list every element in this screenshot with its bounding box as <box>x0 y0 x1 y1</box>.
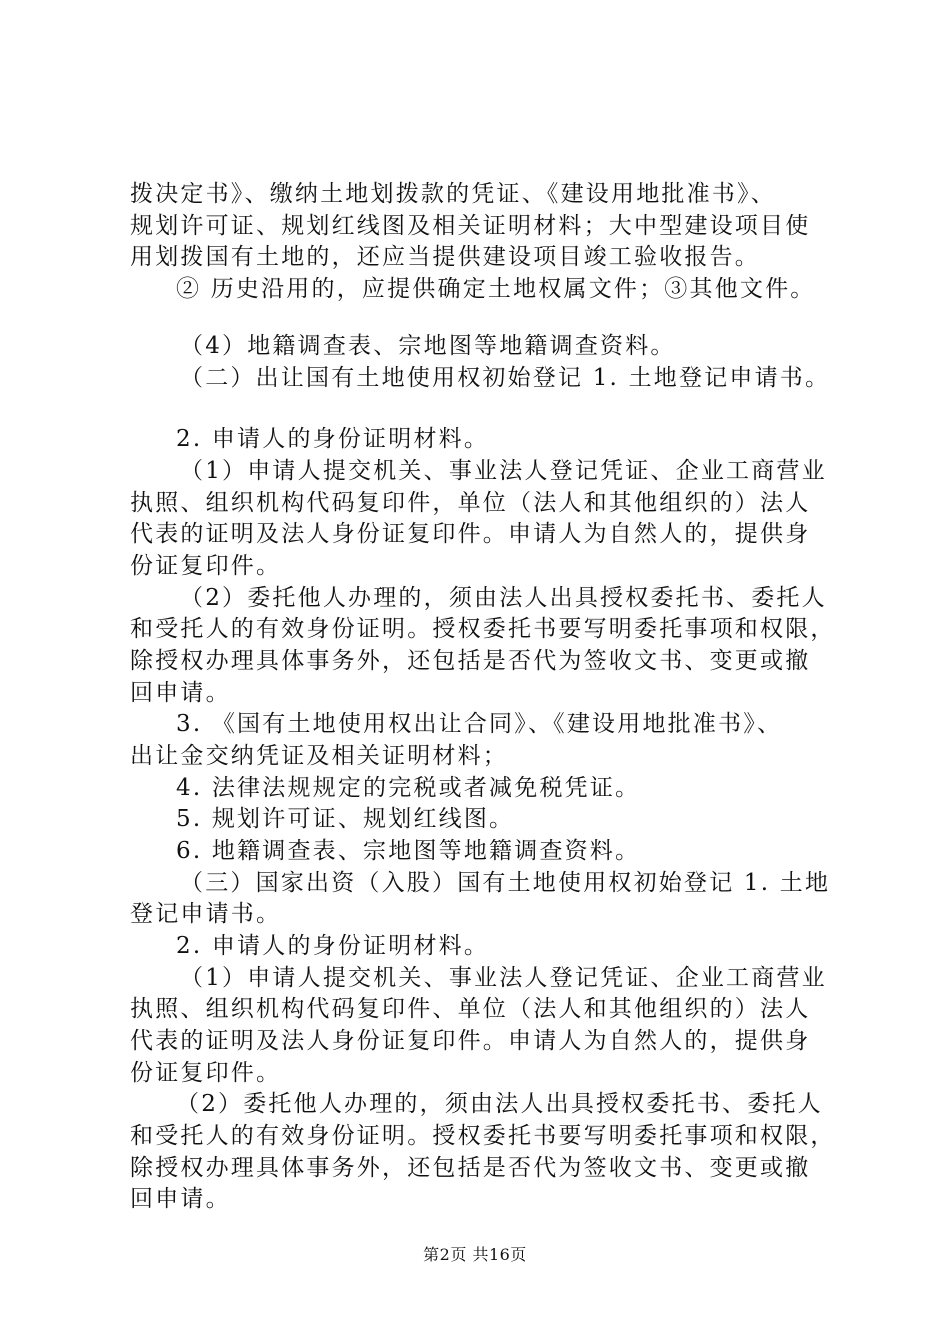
body-line: 2. 申请人的身份证明材料。 <box>176 933 490 959</box>
body-line: （1）申请人提交机关、事业法人登记凭证、企业工商营业 <box>180 965 827 991</box>
body-line: 拨决定书》、缴纳土地划拨款的凭证、《建设用地批准书》、 <box>130 181 776 207</box>
body-line: ② 历史沿用的，应提供确定土地权属文件；③其他文件。 <box>176 276 816 302</box>
body-line: 和受托人的有效身份证明。授权委托书要写明委托事项和权限， <box>130 616 836 642</box>
body-line: （2）委托他人办理的，须由法人出具授权委托书、委托人 <box>180 585 827 611</box>
body-line: 和受托人的有效身份证明。授权委托书要写明委托事项和权限， <box>130 1123 836 1149</box>
body-line: （4）地籍调查表、宗地图等地籍调查资料。 <box>180 333 676 359</box>
body-line: 回申请。 <box>130 1186 231 1212</box>
body-line: （2）委托他人办理的，须由法人出具授权委托书、委托人 <box>176 1091 823 1117</box>
body-line: 执照、组织机构代码复印件、单位（法人和其他组织的）法人 <box>130 996 811 1022</box>
body-line: 6. 地籍调查表、宗地图等地籍调查资料。 <box>176 838 641 864</box>
body-line: 登记申请书。 <box>130 901 282 927</box>
body-line: （1）申请人提交机关、事业法人登记凭证、企业工商营业 <box>180 458 827 484</box>
body-line: 代表的证明及法人身份证复印件。申请人为自然人的，提供身 <box>130 521 811 547</box>
body-line: 2. 申请人的身份证明材料。 <box>176 426 490 452</box>
body-line: 除授权办理具体事务外，还包括是否代为签收文书、变更或撤 <box>130 648 811 674</box>
body-line: 4. 法律法规规定的完税或者减免税凭证。 <box>176 775 641 801</box>
body-line: 3. 《国有土地使用权出让合同》、《建设用地批准书》、 <box>176 711 783 737</box>
body-line: （二）出让国有土地使用权初始登记 1. 土地登记申请书。 <box>180 365 831 391</box>
body-line: 规划许可证、规划红线图及相关证明材料；大中型建设项目使 <box>130 213 811 239</box>
body-line: 代表的证明及法人身份证复印件。申请人为自然人的，提供身 <box>130 1028 811 1054</box>
body-line: 5. 规划许可证、规划红线图。 <box>176 806 515 832</box>
body-line: 份证复印件。 <box>130 553 282 579</box>
body-line: 出让金交纳凭证及相关证明材料； <box>130 743 508 769</box>
body-line: 执照、组织机构代码复印件，单位（法人和其他组织的）法人 <box>130 490 811 516</box>
body-line: 份证复印件。 <box>130 1060 282 1086</box>
page-number: 第2页 共16页 <box>423 1245 527 1264</box>
body-line: 回申请。 <box>130 680 231 706</box>
body-line: （三）国家出资（入股）国有土地使用权初始登记 1. 土地 <box>180 870 831 896</box>
body-line: 用划拨国有土地的，还应当提供建设项目竣工验收报告。 <box>130 244 760 270</box>
body-line: 除授权办理具体事务外，还包括是否代为签收文书、变更或撤 <box>130 1155 811 1181</box>
